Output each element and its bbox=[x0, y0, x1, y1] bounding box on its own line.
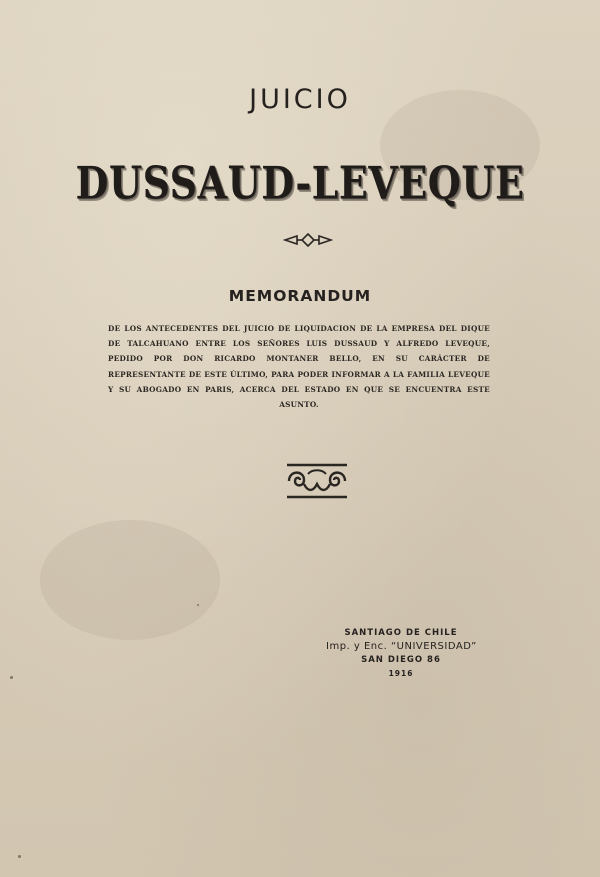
imprint-city: SANTIAGO DE CHILE bbox=[344, 628, 458, 638]
imprint-press: Imp. y Enc. “UNIVERSIDAD” bbox=[326, 641, 477, 652]
paper-speck bbox=[18, 855, 21, 858]
subtitle: MEMORANDUM bbox=[228, 287, 372, 305]
description-paragraph: DE LOS ANTECEDENTES DEL JUICIO DE LIQUIDACION DE LA EMPRESA DEL DIQUE DE TALCAHUANO ENTRE LOS SEÑORES LUIS DUSSAUD Y ALFREDO LEVEQUE, PEDIDO POR DON RICARDO MONTANER BELLO, EN SU CARÁCTER DE REPRESENTANTE DE ESTE ÚLTIMO, PARA PODER INFORMAR A LA FAMILIA LEVEQUE Y SU ABOGADO EN PARIS, ACERCA DEL ESTADO EN QUE SE ENCUENTRA ESTE ASUNTO. bbox=[108, 324, 490, 410]
title-main: DUSSAUD-LEVEQUE bbox=[75, 155, 525, 210]
small-divider-ornament bbox=[283, 233, 333, 247]
paper-speck bbox=[197, 604, 199, 606]
imprint-block bbox=[326, 627, 476, 680]
paper-speck bbox=[10, 676, 13, 679]
imprint-street: SAN DIEGO 86 bbox=[361, 655, 441, 665]
title-top: JUICIO bbox=[249, 84, 351, 115]
paper-stain bbox=[40, 520, 220, 640]
scroll-wave-ornament bbox=[284, 462, 350, 500]
imprint-year: 1916 bbox=[388, 669, 414, 678]
